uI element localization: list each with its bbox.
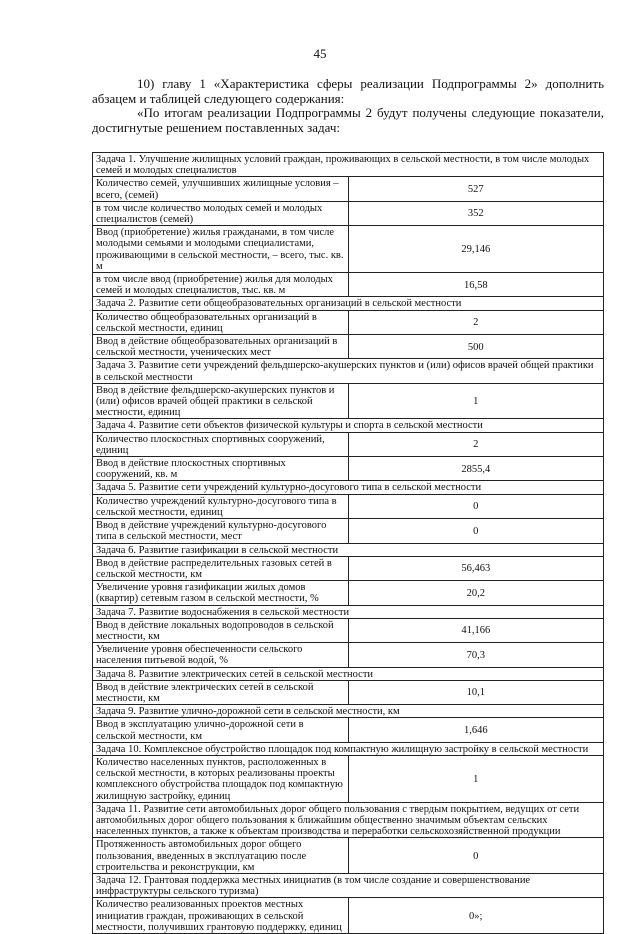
indicator-value: 527 (348, 177, 604, 201)
intro-paragraph-results: «По итогам реализации Подпрограммы 2 будут получены следующие показатели, достигнутые решением поставленных задач: (92, 105, 604, 135)
indicator-value: 352 (348, 201, 604, 225)
indicator-name: в том числе количество молодых семей и молодых специалистов (семей) (93, 201, 349, 225)
indicator-value: 2 (348, 432, 604, 456)
task-heading: Задача 6. Развитие газификации в сельской местности (93, 543, 604, 556)
indicator-value: 0 (348, 519, 604, 543)
indicators-table-body (93, 153, 604, 934)
indicator-name: Ввод в действие фельдшерско-акушерских пунктов и (или) офисов врачей общей практики в сельской местности, единиц (93, 383, 349, 419)
indicator-value: 500 (348, 335, 604, 359)
indicator-value: 2 (348, 310, 604, 334)
task-row (93, 543, 604, 556)
indicator-row (93, 755, 604, 802)
indicator-row (93, 898, 604, 934)
indicator-name: Ввод в действие электрических сетей в сельской местности, км (93, 680, 349, 704)
task-row (93, 802, 604, 838)
task-heading: Задача 3. Развитие сети учреждений фельдшерско-акушерских пунктов и (или) офисов врачей общей практики в сельской местности (93, 359, 604, 383)
indicator-value: 0 (348, 494, 604, 518)
indicator-row (93, 643, 604, 667)
indicator-value: 1 (348, 383, 604, 419)
indicator-row (93, 838, 604, 874)
intro-paragraph-amendment: 10) главу 1 «Характеристика сферы реализации Подпрограммы 2» дополнить абзацем и таблицей следующего содержания: (92, 76, 604, 106)
indicator-name: Количество плоскостных спортивных сооружений, единиц (93, 432, 349, 456)
indicator-row (93, 581, 604, 605)
task-heading: Задача 5. Развитие сети учреждений культурно-досугового типа в сельской местности (93, 481, 604, 494)
indicator-row (93, 618, 604, 642)
indicator-name: Количество населенных пунктов, расположенных в сельской местности, в которых реализованы проекты комплексного обустройства площадок под компактную жилищную застройку, единиц (93, 755, 349, 802)
task-heading: Задача 2. Развитие сети общеобразовательных организаций в сельской местности (93, 297, 604, 310)
task-row (93, 605, 604, 618)
indicator-row (93, 494, 604, 518)
indicator-row (93, 383, 604, 419)
indicator-value: 29,146 (348, 226, 604, 273)
indicator-name: Ввод в эксплуатацию улично-дорожной сети в сельской местности, км (93, 718, 349, 742)
task-row (93, 419, 604, 432)
indicator-name: Ввод в действие распределительных газовых сетей в сельской местности, км (93, 556, 349, 580)
task-row (93, 153, 604, 177)
indicator-value: 1,646 (348, 718, 604, 742)
indicator-row (93, 718, 604, 742)
task-heading: Задача 12. Грантовая поддержка местных инициатив (в том числе создание и совершенствование инфраструктуры сельского туризма) (93, 873, 604, 897)
indicator-name: Ввод в действие общеобразовательных организаций в сельской местности, ученических мест (93, 335, 349, 359)
indicator-row (93, 201, 604, 225)
indicator-value: 56,463 (348, 556, 604, 580)
indicator-name: в том числе ввод (приобретение) жилья для молодых семей и молодых специалистов, тыс. кв. м (93, 273, 349, 297)
indicator-value: 10,1 (348, 680, 604, 704)
task-heading: Задача 9. Развитие улично-дорожной сети в сельской местности, км (93, 705, 604, 718)
task-row (93, 873, 604, 897)
task-heading: Задача 10. Комплексное обустройство площадок под компактную жилищную застройку в сельской местности (93, 742, 604, 755)
task-row (93, 705, 604, 718)
indicator-row (93, 177, 604, 201)
page-number: 45 (313, 46, 327, 61)
task-heading: Задача 4. Развитие сети объектов физической культуры и спорта в сельской местности (93, 419, 604, 432)
indicator-name: Количество реализованных проектов местных инициатив граждан, проживающих в сельской местности, получивших грантовую поддержку, единиц (93, 898, 349, 934)
indicator-name: Увеличение уровня обеспеченности сельского населения питьевой водой, % (93, 643, 349, 667)
indicator-name: Ввод в действие локальных водопроводов в сельской местности, км (93, 618, 349, 642)
intro-text (92, 77, 604, 135)
indicator-name: Протяженность автомобильных дорог общего пользования, введенных в эксплуатацию после строительства и реконструкции, км (93, 838, 349, 874)
indicator-row (93, 680, 604, 704)
indicator-name: Ввод в действие плоскостных спортивных сооружений, кв. м (93, 457, 349, 481)
indicator-name: Количество учреждений культурно-досугового типа в сельской местности, единиц (93, 494, 349, 518)
indicator-row (93, 335, 604, 359)
task-heading: Задача 7. Развитие водоснабжения в сельской местности (93, 605, 604, 618)
indicator-name: Ввод в действие учреждений культурно-досугового типа в сельской местности, мест (93, 519, 349, 543)
indicator-value: 70,3 (348, 643, 604, 667)
indicators-table (92, 152, 604, 934)
task-heading: Задача 8. Развитие электрических сетей в сельской местности (93, 667, 604, 680)
indicator-value: 41,166 (348, 618, 604, 642)
task-row (93, 742, 604, 755)
task-heading: Задача 11. Развитие сети автомобильных дорог общего пользования с твердым покрытием, ведущих от сети автомобильных дорог общего пользования к ближайшим общественно значимым объектам сельских населенных пунктов, а также к объектам производства и переработки сельскохозяйственной продукции (93, 802, 604, 838)
task-row (93, 297, 604, 310)
task-row (93, 667, 604, 680)
indicator-value: 0»; (348, 898, 604, 934)
indicator-name: Ввод (приобретение) жилья гражданами, в том числе молодыми семьями и молодыми специалистами, проживающими в сельской местности, – всего, тыс. кв. м (93, 226, 349, 273)
indicator-row (93, 273, 604, 297)
indicator-row (93, 432, 604, 456)
indicator-row (93, 226, 604, 273)
indicator-name: Количество семей, улучшивших жилищные условия – всего, (семей) (93, 177, 349, 201)
indicator-value: 1 (348, 755, 604, 802)
indicator-value: 2855,4 (348, 457, 604, 481)
indicator-row (93, 457, 604, 481)
indicator-row (93, 310, 604, 334)
task-row (93, 481, 604, 494)
indicator-name: Количество общеобразовательных организаций в сельской местности, единиц (93, 310, 349, 334)
indicator-value: 0 (348, 838, 604, 874)
indicator-value: 16,58 (348, 273, 604, 297)
indicator-row (93, 556, 604, 580)
indicator-value: 20,2 (348, 581, 604, 605)
task-row (93, 359, 604, 383)
task-heading: Задача 1. Улучшение жилищных условий граждан, проживающих в сельской местности, в том числе молодых семей и молодых специалистов (93, 153, 604, 177)
indicator-name: Увеличение уровня газификации жилых домов (квартир) сетевым газом в сельской местности, % (93, 581, 349, 605)
indicator-row (93, 519, 604, 543)
